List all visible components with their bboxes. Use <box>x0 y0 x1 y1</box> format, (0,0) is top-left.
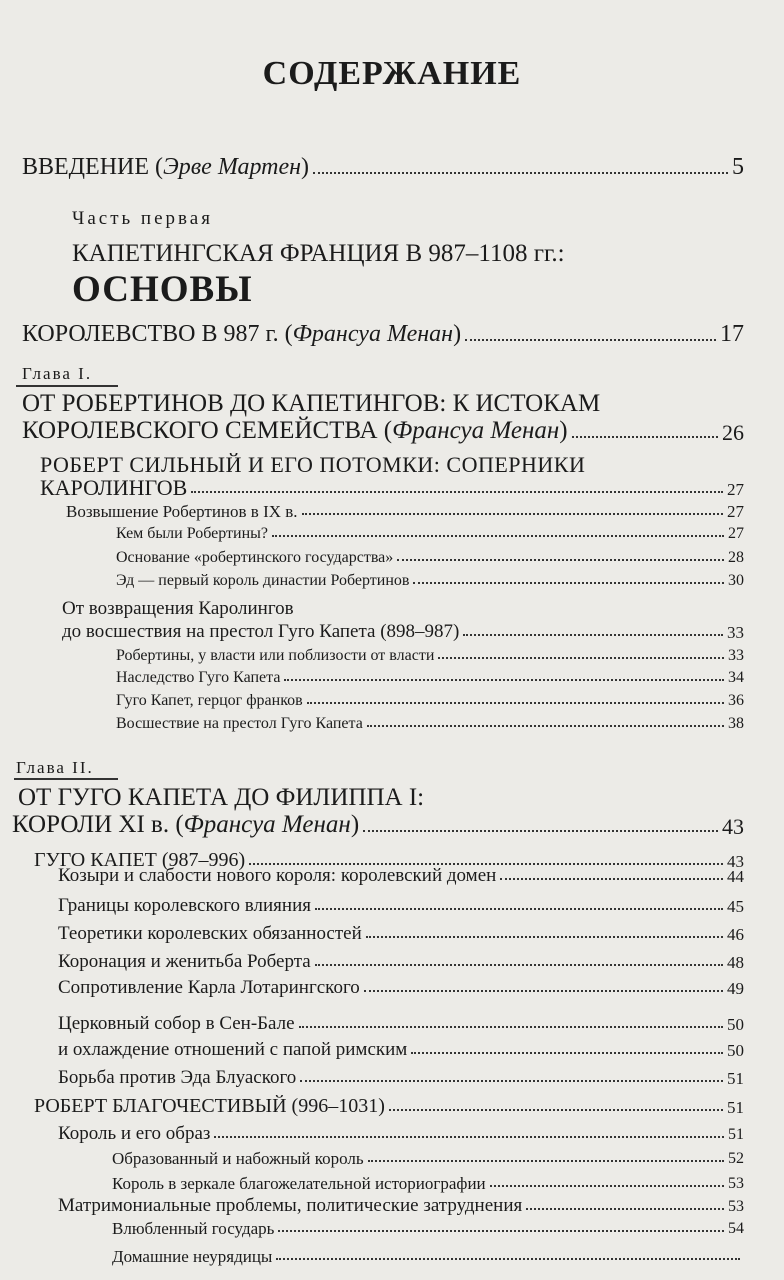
chapter-author: Франсуа Менан <box>183 811 351 838</box>
toc-entry[interactable] <box>116 693 744 710</box>
entry-text: Борьба против Эда Блуаского <box>58 1067 297 1088</box>
page-number: 51 <box>727 1069 744 1089</box>
page-number: 27 <box>727 502 744 521</box>
leader-dots <box>307 702 724 704</box>
section-2-title-line2: до восшествия на престол Гуго Капета (898–987) <box>62 621 460 642</box>
entry-text: Гуго Капет, герцог франков <box>116 692 303 709</box>
chapter-rule <box>14 778 118 780</box>
entry-text: Границы королевского влияния <box>58 895 311 916</box>
page-number: 38 <box>728 715 744 732</box>
page-number: 45 <box>727 897 744 917</box>
chapter-close: ) <box>559 417 568 444</box>
toc-entry-robert[interactable] <box>34 1096 744 1117</box>
chapter-label-1: Глава I. <box>22 364 93 383</box>
leader-dots <box>272 535 724 537</box>
toc-entry[interactable] <box>116 716 744 733</box>
toc-entry[interactable] <box>58 952 744 972</box>
entry-text: Робертины, у власти или поблизости от власти <box>116 647 435 664</box>
leader-dots <box>299 1026 723 1028</box>
page-number: 28 <box>728 549 744 566</box>
chapter-title-2-line2: КОРОЛИ XI в. ( <box>12 811 184 838</box>
toc-entry[interactable] <box>116 550 744 567</box>
toc-entry[interactable] <box>58 1068 744 1088</box>
intro-label: ВВЕДЕНИЕ ( <box>22 154 164 180</box>
toc-entry[interactable] <box>112 1220 744 1238</box>
page-number: 33 <box>728 647 744 664</box>
intro-author: Эрве Мартен <box>163 154 302 180</box>
page-number: 26 <box>722 420 744 446</box>
section-title-line2: КАРОЛИНГОВ <box>40 475 188 500</box>
toc-entry[interactable] <box>112 1248 744 1266</box>
leader-dots <box>300 1080 723 1082</box>
leader-dots <box>315 908 723 910</box>
entry-text: Эд — первый король династии Робертинов <box>116 572 410 589</box>
entry-text: Матримониальные проблемы, политические затруднения <box>58 1195 523 1216</box>
toc-entry-kingdom[interactable] <box>22 322 744 347</box>
page-number: 53 <box>728 1175 744 1193</box>
leader-dots <box>214 1136 724 1138</box>
page-number: 44 <box>727 867 744 887</box>
leader-dots <box>526 1208 724 1210</box>
toc-entry[interactable] <box>116 648 744 665</box>
toc-entry[interactable] <box>58 896 744 916</box>
section-title-line1: РОБЕРТ СИЛЬНЫЙ И ЕГО ПОТОМКИ: СОПЕРНИКИ <box>40 452 586 477</box>
part-title: КАПЕТИНГСКАЯ ФРАНЦИЯ В 987–1108 гг.: <box>72 240 565 267</box>
leader-dots <box>389 1109 723 1111</box>
chapter-label-2: Глава II. <box>16 758 94 777</box>
leader-dots <box>364 990 723 992</box>
toc-entry[interactable] <box>58 1124 744 1144</box>
entry-text: Восшествие на престол Гуго Капета <box>116 715 363 732</box>
entry-text: Король в зеркале благожелательной историографии <box>112 1174 486 1193</box>
leader-dots <box>366 936 723 938</box>
page-number: 46 <box>727 925 744 945</box>
page-number: 54 <box>728 1220 744 1238</box>
page-number: 50 <box>727 1015 744 1035</box>
page-number: 48 <box>727 953 744 973</box>
entry-text: Церковный собор в Сен-Бале <box>58 1013 295 1034</box>
page-number: 27 <box>727 480 744 500</box>
page-number: 51 <box>728 1126 744 1144</box>
toc-entry[interactable] <box>58 924 744 944</box>
page-number: 17 <box>720 321 744 347</box>
entry-text: Козыри и слабости нового короля: королевский домен <box>58 865 497 886</box>
leader-dots <box>397 559 724 561</box>
leader-dots <box>302 513 723 515</box>
leader-dots <box>413 582 724 584</box>
entry-text: Наследство Гуго Капета <box>116 669 281 686</box>
entry-text: Домашние неурядицы <box>112 1247 273 1266</box>
leader-dots <box>465 339 716 341</box>
kingdom-close: ) <box>453 321 462 347</box>
entry-text: Кем были Робертины? <box>116 525 269 542</box>
entry-text: Сопротивление Карла Лотарингского <box>58 977 360 998</box>
leader-dots <box>191 491 723 493</box>
toc-entry-chapter-2[interactable] <box>12 812 744 838</box>
entry-text: Влюбленный государь <box>112 1219 275 1238</box>
page-number: 36 <box>728 692 744 709</box>
chapter-rule <box>16 385 118 387</box>
toc-entry[interactable] <box>112 1150 744 1168</box>
toc-entry-section-2[interactable] <box>62 622 744 642</box>
kingdom-label: КОРОЛЕВСТВО В 987 г. ( <box>22 321 293 347</box>
chapter-title-2-line1: ОТ ГУГО КАПЕТА ДО ФИЛИППА I: <box>18 784 425 811</box>
toc-entry[interactable] <box>66 503 744 521</box>
toc-entry[interactable] <box>112 1175 744 1193</box>
toc-entry[interactable] <box>58 866 744 886</box>
toc-entry[interactable] <box>58 978 744 998</box>
leader-dots <box>500 878 723 880</box>
page-number: 52 <box>728 1150 744 1168</box>
leader-dots <box>411 1052 723 1054</box>
entry-text: Теоретики королевских обязанностей <box>58 923 362 944</box>
part-label: Часть первая <box>72 208 213 229</box>
page-number: 33 <box>727 623 744 643</box>
leader-dots <box>367 725 724 727</box>
section-title: РОБЕРТ БЛАГОЧЕСТИВЫЙ (996–1031) <box>34 1095 385 1117</box>
entry-text: Коронация и женитьба Роберта <box>58 951 311 972</box>
leader-dots <box>572 436 718 438</box>
leader-dots <box>276 1258 740 1260</box>
chapter-close: ) <box>350 811 360 838</box>
leader-dots <box>463 634 723 636</box>
page-number: 30 <box>728 572 744 589</box>
leader-dots <box>315 964 723 966</box>
toc-entry-intro[interactable] <box>22 155 744 180</box>
toc-entry[interactable] <box>58 1040 744 1060</box>
entry-text: Король и его образ <box>58 1123 211 1144</box>
leader-dots <box>490 1185 724 1187</box>
leader-dots <box>284 679 724 681</box>
page-number: 49 <box>727 979 744 999</box>
toc-entry[interactable] <box>116 526 744 543</box>
kingdom-author: Франсуа Менан <box>292 321 454 347</box>
entry-text: и охлаждение отношений с папой римским <box>58 1039 408 1060</box>
leader-dots <box>368 1160 724 1162</box>
page-number: 34 <box>728 669 744 686</box>
page-number: 5 <box>732 154 744 180</box>
section-title: ГУГО КАПЕТ (987–996) <box>34 849 246 871</box>
leader-dots <box>438 657 724 659</box>
chapter-title-1-line2: КОРОЛЕВСКОГО СЕМЕЙСТВА ( <box>22 417 393 444</box>
page-number: 51 <box>727 1098 744 1118</box>
page-number: 27 <box>728 525 744 542</box>
entry-text: Основание «робертинского государства» <box>116 549 394 566</box>
entry-text: Возвышение Робертинов в IX в. <box>66 502 298 521</box>
chapter-title-1-line1: ОТ РОБЕРТИНОВ ДО КАПЕТИНГОВ: К ИСТОКАМ <box>22 390 601 417</box>
toc-entry-section-1[interactable] <box>40 476 744 499</box>
toc-entry-chapter-1[interactable] <box>22 418 744 444</box>
toc-entry[interactable] <box>116 573 744 590</box>
toc-entry[interactable] <box>58 1014 744 1034</box>
page-number: 50 <box>727 1041 744 1061</box>
leader-dots <box>278 1230 724 1232</box>
section-2-title-line1: От возвращения Каролингов <box>62 598 294 619</box>
page-number: 43 <box>722 814 744 840</box>
leader-dots <box>313 172 728 174</box>
entry-text: Образованный и набожный король <box>112 1149 364 1168</box>
page-title: СОДЕРЖАНИЕ <box>262 55 522 92</box>
page-number: 53 <box>728 1198 744 1216</box>
page-number: 43 <box>727 852 744 872</box>
leader-dots <box>363 830 718 832</box>
intro-close: ) <box>301 154 310 180</box>
toc-entry[interactable] <box>58 1196 744 1216</box>
part-subtitle: ОСНОВЫ <box>72 269 253 310</box>
chapter-author: Франсуа Менан <box>392 417 560 444</box>
toc-entry[interactable] <box>116 670 744 687</box>
